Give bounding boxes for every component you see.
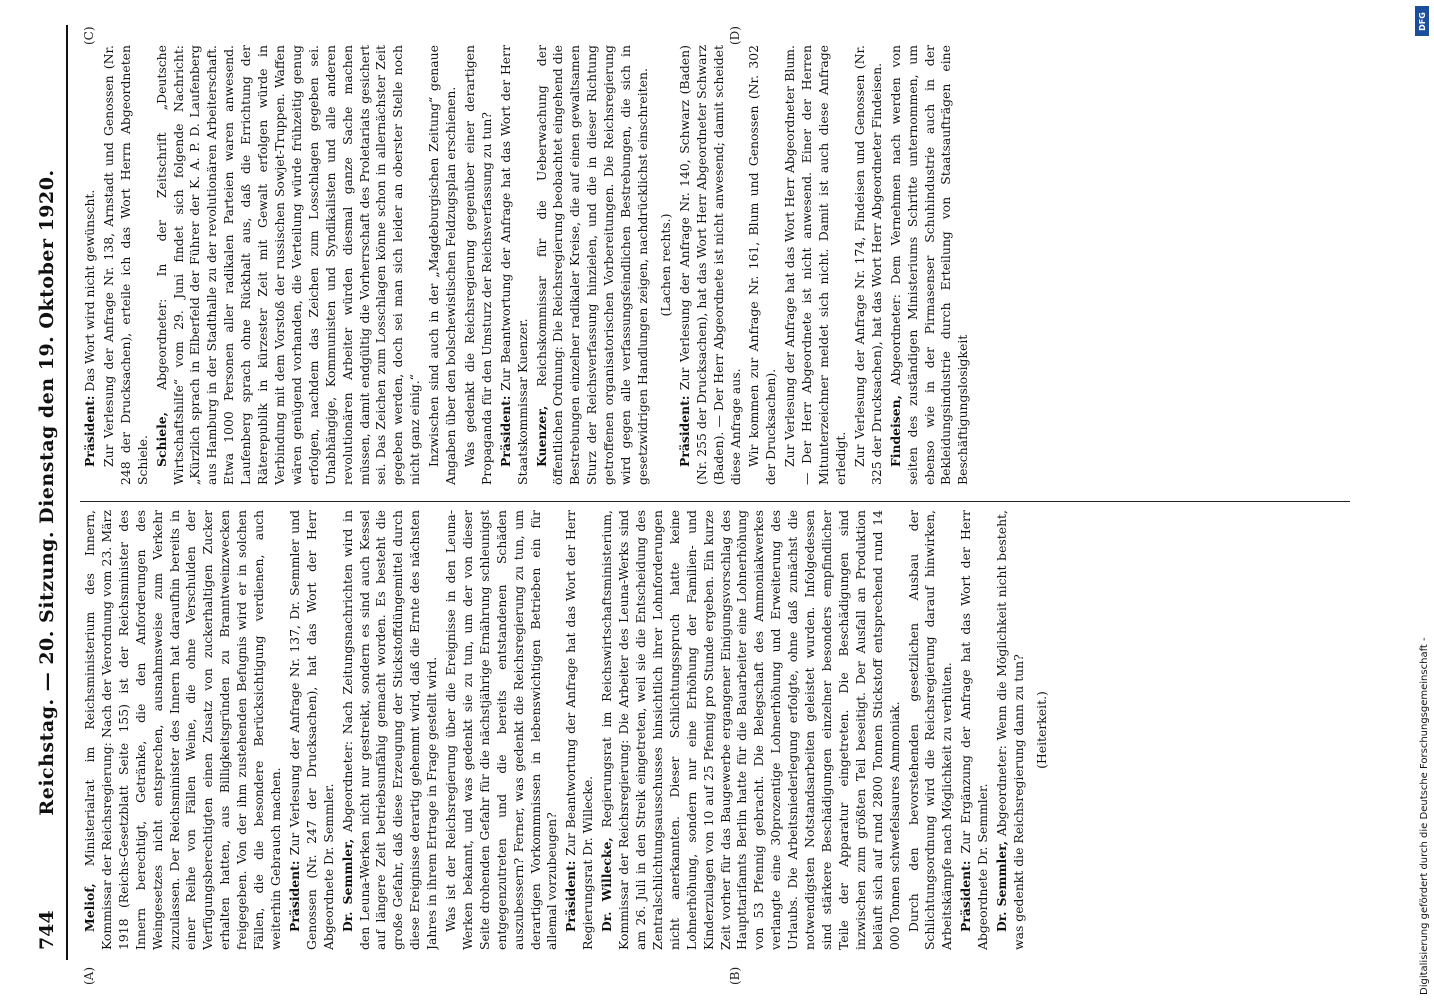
speaker-name: Präsident: bbox=[563, 860, 579, 932]
paragraph-text: Abgeordneter: Nach Zeitungsnachrichten wird in den Leuna-Werken nicht nur gestreikt, sondern es sind auch Kessel auf längere Zeit betriebsunfähig gemacht worden. Es besteht die große Gefahr, daß diese Erzeugung der Stickstoffdüngemittel durch diese Ereignisse derartig gehemmt wird, daß die Ernte des nächsten Jahres in ihrem Ertrage in Frage gestellt wird. bbox=[339, 510, 440, 950]
paragraph bbox=[101, 45, 152, 485]
paragraph-text: Ministerialrat im Reichsministerium des Innern, Kommissar der Reichsregierung: Nach der Verordnung vom 23. März 1918 (Reichs-Gesetzblatt Seite 155) ist der Reichsminister des Innern berechtigt, Getränke, die den Anforderungen des Weingesetzes nicht entsprechen, ausnahmsweise zum Verkehr zuzulassen. Der Reichsminister des Innern hat daraufhin bereits in einer Reihe von Fällen Weine, die ohne Verschulden der Verfügungsberechtigten einen Zusatz von zuckerhaltigen Zucker erhalten hatten, aus Billigkeitsgründen zu Branntweinzwecken freigegeben. Von der ihm zustehenden Befugnis wird er in solchen Fällen, die die besondere Berücksichtigung verdienen, auch weiterhin Gebrauch machen. bbox=[82, 510, 283, 950]
paragraph-text: Durch den bevorstehenden gesetzlichen Ausbau der Schlichtungsordnung wird die Reichsregierung darauf hinwirken, Arbeitskämpfe nach Möglichkeit zu verhüten. bbox=[905, 510, 955, 950]
paragraph bbox=[563, 510, 597, 950]
left-column bbox=[82, 510, 1322, 950]
dfg-credit: Digitalisierung gefördert durch die Deutsche Forschungsgemeinschaft - bbox=[1419, 637, 1430, 995]
paragraph-text: Abgeordneter: Dem Vernehmen nach werden von seiten des zuständigen Ministeriums Schritte unternommen, um ebenso wie in der Pirmasenser Schuhindustrie auch in der Bekleidungsindustrie durch Erteilung von Staatsaufträgen eine Beschäftigungslosigkeit bbox=[887, 45, 971, 485]
paragraph bbox=[994, 510, 1028, 950]
margin-mark-c: (C) bbox=[82, 26, 96, 45]
paragraph bbox=[658, 45, 675, 485]
paragraph-text: Reichskommissar für die Ueberwachung der öffentlichen Ordnung: Die Reichsregierung beobachtet eingehend die Bestrebungen einzelner radikaler Kreise, die auf einen gewaltsamen Sturz der Reichsverfassung hinzielen, und die in dieser Richtung getroffenen organisatorischen Vorbereitungen. Die Reichsregierung wird gegen alle verfassungsfeindlichen Bestrebungen, die sich in gesetzwidrigen Handlungen zeigen, nachdrücklichst einschreiten. bbox=[533, 45, 650, 485]
paragraph-text: Zur Verlesung der Anfrage Nr. 174, Findeisen und Genossen (Nr. 325 der Drucksachen), hat das Wort Herr Abgeordneter Findeisen. bbox=[851, 45, 884, 485]
speaker-name: Präsident: bbox=[676, 395, 692, 467]
paragraph bbox=[958, 510, 992, 950]
paragraph-text: Inzwischen sind auch in der „Magdeburgischen Zeitung“ genaue Angaben über den bolschewistischen Feldzugsplan erschienen. bbox=[426, 45, 459, 485]
speaker-name: Präsident: bbox=[497, 395, 513, 467]
speaker-name: Präsident: bbox=[82, 395, 97, 467]
paragraph-text: Zur Beantwortung der Anfrage hat das Wort der Herr Staatskommissar Kuenzer. bbox=[497, 45, 530, 485]
page-title: Reichstag. — 20. Sitzung. Dienstag den 19. Oktober 1920. bbox=[36, 169, 58, 816]
paragraph-text: Abgeordneter: Wenn die Möglichkeit nicht besteht, was gedenkt die Reichsregierung dann zu tun? bbox=[994, 510, 1026, 950]
paragraph-text: Zur Verlesung der Anfrage hat das Wort Herr Abgeordneter Blum. — Der Herr Abgeordnete ist nicht anwesend. Einer der Herren Mitunterzeichner meldet sich nicht. Damit ist auch diese Anfrage erledigt. bbox=[782, 45, 848, 485]
paragraph bbox=[426, 45, 460, 485]
speaker-name: Schiele, bbox=[153, 412, 169, 467]
paragraph bbox=[1034, 510, 1051, 950]
paragraph bbox=[443, 510, 561, 950]
paragraph bbox=[498, 45, 532, 485]
paragraph-text: (Lachen rechts.) bbox=[657, 213, 673, 317]
dfg-logo-text: DFG bbox=[1417, 11, 1427, 31]
dfg-logo bbox=[1415, 6, 1429, 36]
paragraph bbox=[782, 45, 850, 485]
speaker-name: Kuenzer, bbox=[533, 405, 549, 467]
speaker-name: Präsident: bbox=[286, 860, 302, 932]
column-divider bbox=[80, 501, 1350, 502]
speaker-name: Präsident: bbox=[958, 860, 974, 932]
speaker-name: Dr. Semmler, bbox=[994, 840, 1010, 932]
margin-mark-d: (D) bbox=[728, 26, 742, 45]
paragraph bbox=[462, 45, 496, 485]
paragraph-text: Zur Verlesung der Anfrage Nr. 137, Dr. Semmler und Genossen (Nr. 247 der Drucksachen), hat das Wort der Herr Abgeordnete Dr. Semmler. bbox=[286, 510, 336, 950]
header-rule bbox=[66, 25, 68, 960]
paragraph-text: Zur Beantwortung der Anfrage hat das Wort der Herr Regierungsrat Dr. Willecke. bbox=[563, 510, 596, 950]
right-column bbox=[82, 45, 1322, 485]
paragraph bbox=[154, 45, 425, 485]
paragraph-text: Das Wort wird nicht gewünscht. bbox=[82, 189, 97, 396]
paragraph-text: Regierungsrat im Reichswirtschaftsministerium, Kommissar der Reichsregierung: Die Arbeiter des Leuna-Werks sind am 26. Juli in den Streik eingetreten, weil sie die Entscheidung des Zentralschlichtungsausschusses hinsichtlich ihrer Lohnforderungen nicht anerkannten. Dieser Schlichtungsspruch hatte keine Lohnerhöhung, sondern nur eine Erhöhung der Familien- und Kinderzulagen von 10 auf 25 Pfennig pro Stunde ergeben. Ein kurze Zeit vorher für das Baugewerbe ergangener Einigungsvorschlag des Haupttarifamts Berlin hatte für die Bauarbeiter eine Lohnerhöhung von 53 Pfennig gebracht. Die Belegschaft des Ammoniakwerkes verlangte eine 30prozentige Lohnerhöhung und Erweiterung des Urlaubs. Die Arbeitsniederlegung erfolgte, ohne daß zunächst die notwendigsten Notstandsarbeiten geleistet wurden. Infolgedessen sind stärkere Beschädigungen einzelner besonders empfindlicher Teile der Apparatur eingetreten. Die Beschädigungen sind inzwischen zum größten Teil beseitigt. Der Ausfall an Produktion beläuft sich auf rund 2800 Tonnen Stickstoff entsprechend rund 14 000 Tonnen schwefelsaures Ammoniak. bbox=[599, 510, 902, 950]
paragraph bbox=[287, 510, 338, 950]
paragraph-text: Zur Verlesung der Anfrage Nr. 138, Arnstadt und Genossen (Nr. 248 der Drucksachen), erteile ich das Wort Herrn Abgeordneten Schiele. bbox=[100, 45, 150, 485]
paragraph bbox=[746, 45, 780, 485]
paragraph bbox=[888, 45, 973, 485]
paragraph bbox=[852, 45, 886, 485]
speaker-name: Dr. Semmler, bbox=[339, 838, 355, 932]
speaker-name: Dr. Willecke, bbox=[599, 837, 615, 932]
paragraph-text: Zur Ergänzung der Anfrage hat das Wort der Herr Abgeordnete Dr. Semmler. bbox=[958, 510, 991, 950]
paragraph-text: Abgeordneter: In der Zeitschrift „Deutsche Wirtschaftshilfe“ vom 29. Juni findet sich folgende Nachricht: „Kürzlich sprach in Elberfeld der Führer der K. A. P. D. Laufenberg aus Hamburg in der Stadthalle zu der revolutionären Arbeiterschaft. Etwa 1000 Personen aller radikalen Parteien waren anwesend. Laufenberg sprach ohne Rückhalt aus, daß die Errichtung der Räterepublik in kürzester Zeit mit Gewalt erfolgen würde in Verbindung mit dem Vorstoß der russischen Sowjet-Truppen. Waffen wären genügend vorhanden, die Verteilung würde frühzeitig genug erfolgen, nachdem das Zeichen zum Losschlagen gegeben sei. Unabhängige, Kommunisten und Syndikalisten und alle anderen revolutionären Arbeiter würden diesmal ganze Sache machen müssen, damit endgültig die Vorherrschaft des Proletariats gesichert sei. Das Zeichen zum Losschlagen könne schon in allernächster Zeit gegeben werden, doch sei man sich leider an oberster Stelle noch nicht ganz einig.“ bbox=[153, 45, 423, 485]
paragraph bbox=[82, 510, 285, 950]
page-header bbox=[28, 25, 68, 960]
paragraph bbox=[906, 510, 957, 950]
paragraph bbox=[599, 510, 903, 950]
paragraph-text: Was ist der Reichsregierung über die Ereignisse in den Leuna-Werken bekannt, und was gedenkt sie zu tun, um der von dieser Seite drohenden Gefahr für die nächstjährige Ernährung schleunigst entgegenzutreten und die bereits entstandenen Schäden auszubessern? Ferner, was gedenkt die Reichsregierung zu tun, um derartigen Vorkommnissen in lebenswichtigen Betrieben ein für allemal vorzubeugen? bbox=[443, 510, 560, 950]
speaker-name: Findeisen, bbox=[887, 395, 903, 467]
paragraph-text: Zur Verlesung der Anfrage Nr. 140, Schwarz (Baden) (Nr. 255 der Drucksachen), hat das Wort Herr Abgeordneter Schwarz (Baden). — Der Herr Abgeordnete ist nicht anwesend; damit scheidet diese Anfrage aus. bbox=[676, 45, 743, 485]
paragraph bbox=[340, 510, 441, 950]
paragraph-text: Wir kommen zur Anfrage Nr. 161, Blum und Genossen (Nr. 302 der Drucksachen). bbox=[746, 45, 779, 485]
margin-mark-a: (A) bbox=[82, 966, 96, 985]
margin-mark-b: (B) bbox=[728, 966, 742, 985]
paragraph bbox=[534, 45, 652, 485]
paragraph bbox=[82, 45, 99, 485]
page-number: 744 bbox=[36, 910, 58, 950]
paragraph-text: (Heiterkeit.) bbox=[1033, 691, 1049, 769]
paragraph bbox=[677, 45, 745, 485]
speaker-name: Meliof, bbox=[82, 883, 97, 932]
paragraph-text: Was gedenkt die Reichsregierung gegenüber einer derartigen Propaganda für den Umsturz der Reichsverfassung zu tun? bbox=[461, 45, 494, 485]
